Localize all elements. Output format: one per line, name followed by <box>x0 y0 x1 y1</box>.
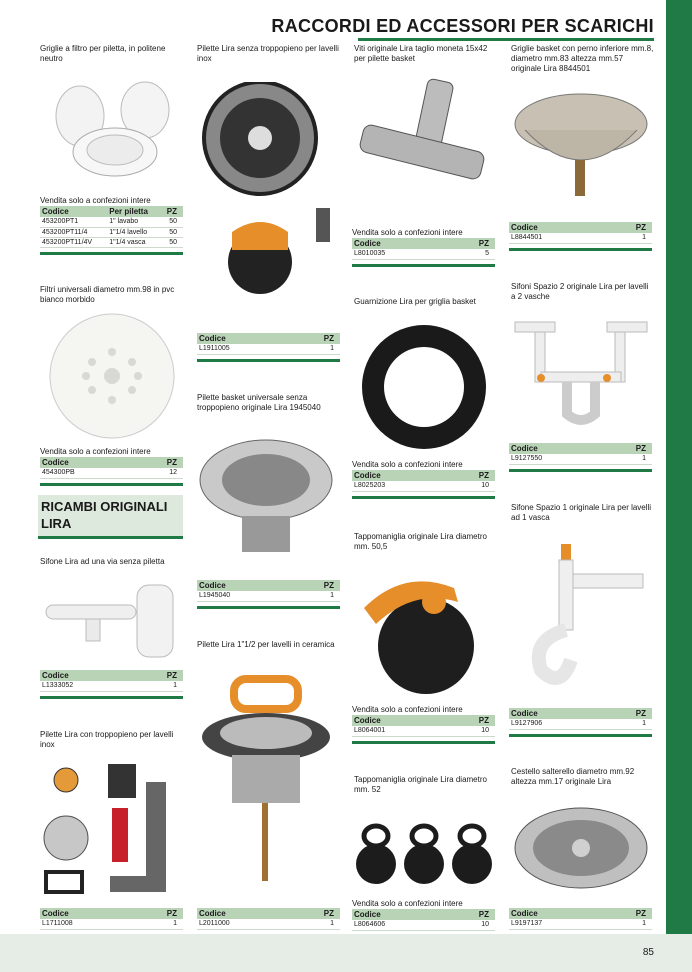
product-card <box>354 44 497 64</box>
pz-cell: 1 <box>291 344 340 354</box>
codice-header: Codice <box>352 909 446 920</box>
small-plugs-photo <box>354 820 494 890</box>
pz-cell: 1 <box>291 919 340 929</box>
codice-cell: L8025203 <box>352 481 446 491</box>
codice-header: Codice <box>509 443 603 454</box>
product-table <box>352 470 495 492</box>
codice-header: Codice <box>352 715 446 726</box>
codice-header: Codice <box>40 457 136 468</box>
table-row <box>40 227 183 237</box>
codice-cell: 453200PT11/4V <box>40 237 107 247</box>
product-table-block <box>352 899 495 931</box>
product-card <box>511 282 654 302</box>
sale-note: Vendita solo a confezioni intere <box>40 447 151 456</box>
pz-header: PZ <box>603 443 652 454</box>
product-table-block <box>509 222 652 251</box>
product-table-block <box>40 196 183 255</box>
filter-photo <box>42 312 182 440</box>
codice-cell: L8064606 <box>352 920 446 930</box>
product-card <box>511 767 654 787</box>
pop-up-basket-photo <box>511 804 651 896</box>
product-table <box>509 222 652 244</box>
codice-cell: L8064001 <box>352 726 446 736</box>
product-table-block <box>197 908 340 930</box>
pz-header: PZ <box>291 908 340 919</box>
screws-photo <box>354 76 494 216</box>
pz-header: PZ <box>134 670 183 681</box>
table-row <box>352 726 495 736</box>
product-card <box>197 393 340 413</box>
table-rule <box>40 252 183 255</box>
codice-cell: L1711008 <box>40 919 134 929</box>
table-row <box>509 919 652 929</box>
product-description: Tappomaniglia originale Lira diametro mm. 50,5 <box>354 532 487 551</box>
pz-cell: 10 <box>446 920 495 930</box>
codice-cell: L8010035 <box>352 249 446 259</box>
table-row <box>40 217 183 227</box>
table-rule <box>352 741 495 744</box>
product-description: Tappomaniglia originale Lira diametro mm. 52 <box>354 775 487 794</box>
codice-cell: 453200PT11/4 <box>40 227 107 237</box>
product-card <box>40 285 183 305</box>
product-table-block <box>352 460 495 499</box>
table-rule <box>352 264 495 267</box>
product-card <box>511 503 654 523</box>
table-row <box>352 249 495 259</box>
codice-header: Codice <box>509 908 603 919</box>
pz-header: PZ <box>446 909 495 920</box>
product-table-block <box>40 447 183 486</box>
pz-cell: 1 <box>603 233 652 243</box>
sale-note: Vendita solo a confezioni intere <box>352 460 463 469</box>
product-description: Cestello salterello diametro mm.92 altezza mm.17 originale Lira <box>511 767 635 786</box>
codice-cell: L9197137 <box>509 919 603 929</box>
pz-cell: 10 <box>446 726 495 736</box>
pz-header: PZ <box>291 580 340 591</box>
pz-header: PZ <box>134 908 183 919</box>
product-card <box>197 640 340 650</box>
product-table <box>40 457 183 479</box>
table-rule <box>509 469 652 472</box>
footer-band <box>0 934 692 972</box>
gasket-photo <box>354 322 494 452</box>
pz-cell: 1 <box>603 719 652 729</box>
product-table <box>352 238 495 260</box>
pz-cell: 10 <box>446 481 495 491</box>
product-card <box>354 775 497 795</box>
codice-cell: L2011000 <box>197 919 291 929</box>
product-table-block <box>509 443 652 472</box>
product-table <box>40 206 183 248</box>
pz-cell: 1 <box>134 681 183 691</box>
table-row <box>40 919 183 929</box>
pz-cell: 50 <box>160 227 183 237</box>
pz-header: PZ <box>136 457 183 468</box>
single-siphon-photo <box>511 540 651 690</box>
product-card <box>40 730 183 750</box>
siphon-photo <box>42 575 182 665</box>
table-rule <box>197 606 340 609</box>
product-table-block <box>352 228 495 267</box>
pz-header: PZ <box>603 908 652 919</box>
pz-cell: 5 <box>446 249 495 259</box>
codice-header: Codice <box>197 908 291 919</box>
product-table-block <box>509 708 652 737</box>
table-row <box>197 344 340 354</box>
pz-cell: 50 <box>160 217 183 227</box>
pz-cell: 50 <box>160 237 183 247</box>
pz-header: PZ <box>446 238 495 249</box>
table-rule <box>509 734 652 737</box>
product-table-block <box>40 908 183 930</box>
product-description: Pilette Lira senza troppopieno per lavelli inox <box>197 44 339 63</box>
table-row <box>197 591 340 601</box>
codice-cell: L9127550 <box>509 454 603 464</box>
product-table-block <box>197 580 340 609</box>
basket-waste-photo <box>198 436 338 560</box>
product-description: Guarnizione Lira per griglia basket <box>354 297 476 306</box>
product-description: Sifone Lira ad una via senza piletta <box>40 557 165 566</box>
per-cell: 1" lavabo <box>107 217 160 227</box>
ceramic-waste-photo <box>198 675 338 885</box>
product-card <box>354 297 497 307</box>
codice-header: Codice <box>40 908 134 919</box>
product-card <box>511 44 654 74</box>
codice-cell: 454300PB <box>40 468 136 478</box>
sale-note: Vendita solo a confezioni intere <box>40 196 151 205</box>
table-rule <box>40 696 183 699</box>
product-card <box>40 557 183 567</box>
table-rule <box>40 483 183 486</box>
product-table <box>352 715 495 737</box>
product-table <box>509 443 652 465</box>
table-row <box>40 468 183 478</box>
codice-header: Codice <box>509 222 603 233</box>
codice-header: Codice <box>509 708 603 719</box>
product-description: Sifone Spazio 1 originale Lira per lavelli ad 1 vasca <box>511 503 652 522</box>
basket-strainer-photo <box>511 90 651 202</box>
codice-header: Codice <box>197 333 291 344</box>
table-rule <box>352 496 495 499</box>
product-table <box>197 580 340 602</box>
double-siphon-photo <box>511 318 651 428</box>
per-cell: 1"1/4 lavello <box>107 227 160 237</box>
green-side-bar <box>666 0 692 972</box>
pz-header: PZ <box>446 470 495 481</box>
product-table <box>197 333 340 355</box>
per-piletta-header: Per piletta <box>107 206 160 217</box>
pz-header: PZ <box>446 715 495 726</box>
table-rule <box>509 248 652 251</box>
codice-header: Codice <box>40 670 134 681</box>
product-table <box>40 908 183 930</box>
table-row <box>40 681 183 691</box>
product-table <box>352 909 495 931</box>
pz-header: PZ <box>603 708 652 719</box>
product-card <box>40 44 183 64</box>
pz-cell: 12 <box>136 468 183 478</box>
codice-cell: L8844501 <box>509 233 603 243</box>
table-row <box>509 454 652 464</box>
page-title: RACCORDI ED ACCESSORI PER SCARICHI <box>271 16 654 36</box>
waste-no-overflow-photo <box>198 82 338 302</box>
product-description: Pilette basket universale senza troppopieno originale Lira 1945040 <box>197 393 321 412</box>
pz-header: PZ <box>603 222 652 233</box>
codice-header: Codice <box>352 238 446 249</box>
product-table-block <box>40 670 183 699</box>
pz-header: PZ <box>291 333 340 344</box>
pz-cell: 1 <box>291 591 340 601</box>
pz-cell: 1 <box>603 919 652 929</box>
overflow-waste-photo <box>42 760 182 900</box>
product-table-block <box>197 333 340 362</box>
codice-cell: L1911005 <box>197 344 291 354</box>
table-row <box>352 920 495 930</box>
sale-note: Vendita solo a confezioni intere <box>352 899 463 908</box>
pz-cell: 1 <box>603 454 652 464</box>
table-rule <box>197 359 340 362</box>
product-card <box>197 44 340 64</box>
table-row <box>40 237 183 247</box>
per-cell: 1"1/4 vasca <box>107 237 160 247</box>
codice-cell: 453200PT1 <box>40 217 107 227</box>
codice-cell: L1333052 <box>40 681 134 691</box>
product-table <box>509 708 652 730</box>
pz-header: PZ <box>160 206 183 217</box>
codice-header: Codice <box>352 470 446 481</box>
product-description: Viti originale Lira taglio moneta 15x42 per pilette basket <box>354 44 488 63</box>
product-table <box>509 908 652 930</box>
table-row <box>509 233 652 243</box>
product-description: Filtri universali diametro mm.98 in pvc bianco morbido <box>40 285 175 304</box>
sale-note: Vendita solo a confezioni intere <box>352 705 463 714</box>
section-title: RICAMBI ORIGINALI LIRA <box>38 495 183 539</box>
handle-plug-photo <box>354 568 494 694</box>
title-rule <box>358 38 654 41</box>
table-row <box>509 719 652 729</box>
product-description: Sifoni Spazio 2 originale Lira per lavelli a 2 vasche <box>511 282 649 301</box>
table-row <box>197 919 340 929</box>
table-row <box>352 481 495 491</box>
codice-cell: L1945040 <box>197 591 291 601</box>
product-table <box>40 670 183 692</box>
product-table-block <box>352 705 495 744</box>
codice-cell: L9127906 <box>509 719 603 729</box>
page-number: 85 <box>642 947 654 958</box>
pz-cell: 1 <box>134 919 183 929</box>
codice-header: Codice <box>40 206 107 217</box>
product-description: Pilette Lira 1"1/2 per lavelli in ceramica <box>197 640 335 649</box>
product-description: Griglie basket con perno inferiore mm.8, diametro mm.83 altezza mm.57 originale Lira 8844501 <box>511 44 654 73</box>
codice-header: Codice <box>197 580 291 591</box>
product-description: Griglie a filtro per piletta, in politene neutro <box>40 44 166 63</box>
product-table-block <box>509 908 652 930</box>
sale-note: Vendita solo a confezioni intere <box>352 228 463 237</box>
product-description: Pilette Lira con troppopieno per lavelli inox <box>40 730 174 749</box>
strainer-photo <box>40 72 180 190</box>
product-table <box>197 908 340 930</box>
product-card <box>354 532 497 552</box>
